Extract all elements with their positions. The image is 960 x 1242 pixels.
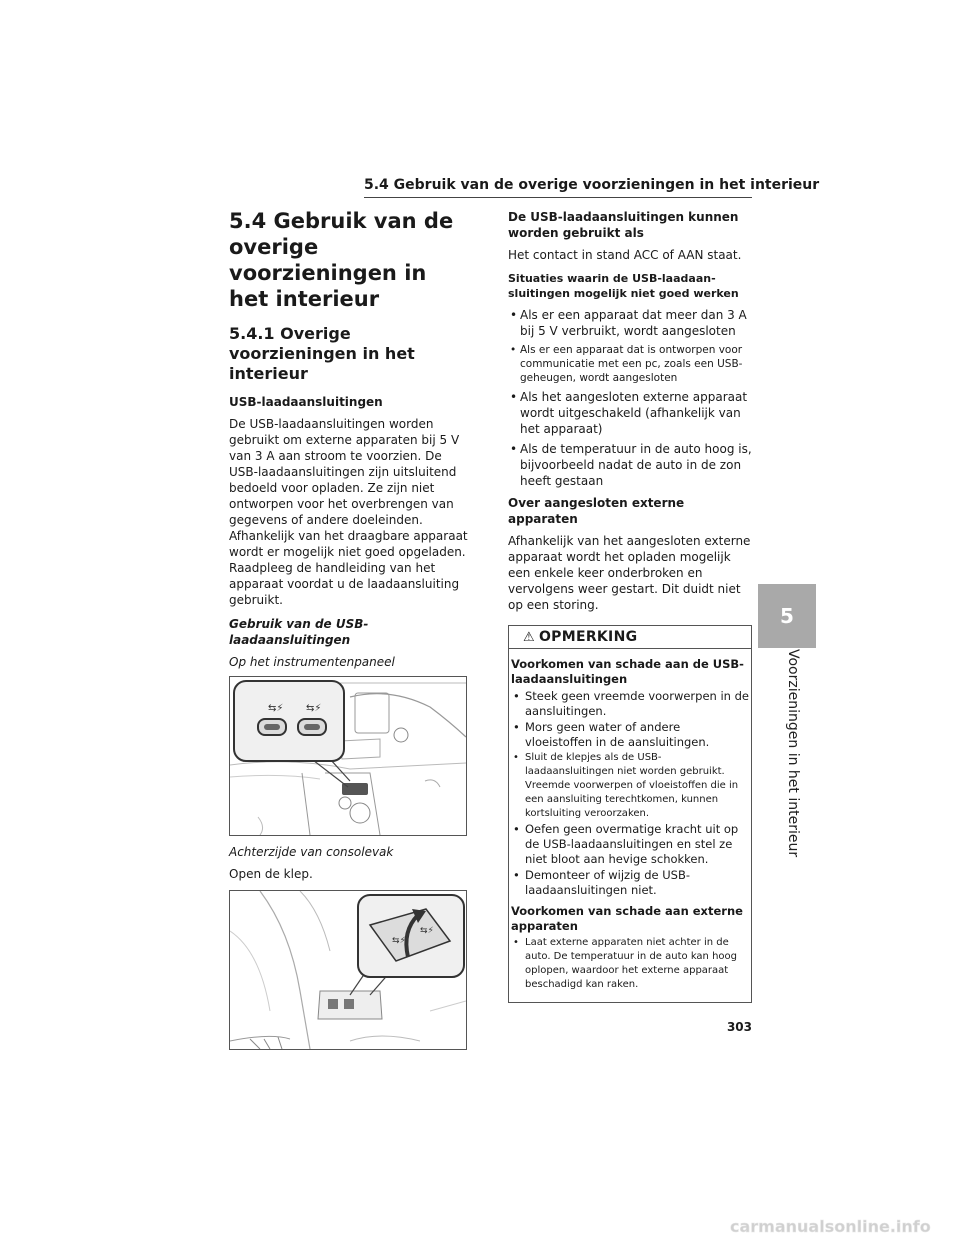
dashboard-usb-illustration: [229, 676, 467, 836]
list-item: • Mors geen water of andere vloeistoffen in de aansluitingen.: [511, 720, 749, 750]
header-rule: [364, 197, 752, 198]
page-number: 303: [726, 1020, 752, 1034]
console-usb-drawing: [230, 891, 466, 1049]
right-column: [508, 209, 752, 1003]
console-usb-illustration: [229, 890, 467, 1050]
running-head: 5.4 Gebruik van de overige voorzieningen in het interieur: [364, 177, 820, 193]
list-item: • Als het aangesloten externe apparaat wordt uitgeschakeld (afhankelijk van het apparaat): [508, 389, 752, 437]
dashboard-usb-drawing: [230, 677, 466, 835]
subsection-heading: 5.4.1 Overige voorzieningen in het interieur: [229, 324, 415, 383]
notice-box: [508, 625, 752, 1003]
external-devices-text: Afhankelijk van het aangesloten externe apparaat wordt het opladen mogelijk een enkele keer onderbroken en vervolgens weer gestart. Dit duidt niet op een storing.: [508, 534, 751, 612]
notice-subheading: Voorkomen van schade aan externe apparaten: [511, 904, 743, 933]
svg-text:⇆⚡: ⇆⚡: [306, 703, 322, 714]
list-item: • Demonteer of wijzig de USB-laadaansluitingen niet.: [511, 868, 749, 898]
usage-heading: Gebruik van de USB-laadaansluitingen: [229, 617, 369, 647]
notice-body: [509, 649, 751, 1002]
caption-console: Achterzijde van consolevak: [229, 845, 394, 859]
notice-header: [509, 626, 751, 649]
svg-text:⇆⚡: ⇆⚡: [392, 936, 406, 946]
topic-heading: USB-laadaansluitingen: [229, 395, 383, 409]
notice-list-ports: [511, 689, 749, 898]
chapter-tab-label: Voorzieningen in het interieur: [785, 649, 801, 858]
left-column: [229, 208, 471, 1058]
malfunction-list: [508, 307, 752, 489]
svg-text:carmanualsonline.info: carmanualsonline.info: [730, 1217, 931, 1236]
usable-conditions-text: Het contact in stand ACC of AAN staat.: [508, 248, 742, 262]
svg-text:⇆⚡: ⇆⚡: [420, 926, 434, 936]
list-item: • Sluit de klepjes als de USB-laadaansluitingen niet worden gebruikt. Vreemde voorwerpen of vloeistoffen die in een aansluiting terechtkomen, kunnen kortsluiting veroorzaken.: [511, 751, 749, 821]
list-item: • Als de temperatuur in de auto hoog is, bijvoorbeeld nadat de auto in de zon heeft gestaan: [508, 441, 752, 489]
svg-text:⇆⚡: ⇆⚡: [268, 703, 284, 714]
list-item: • Steek geen vreemde voorwerpen in de aansluitingen.: [511, 689, 749, 719]
warning-icon: ⚠: [523, 629, 535, 645]
notice-list-devices: [511, 936, 749, 992]
caption-dashboard: Op het instrumentenpaneel: [229, 655, 395, 669]
site-watermark: [730, 1214, 956, 1238]
list-item: • Oefen geen overmatige kracht uit op de USB-laadaansluitingen en stel ze niet bloot aan hevige schokken.: [511, 822, 749, 867]
list-item: • Als er een apparaat dat meer dan 3 A bij 5 V verbruikt, wordt aangesloten: [508, 307, 752, 339]
list-item: • Als er een apparaat dat is ontworpen voor communicatie met een pc, zoals een USB-geheugen, wordt aangesloten: [508, 343, 752, 385]
notice-subheading: Voorkomen van schade aan de USB-laadaansluitingen: [511, 657, 744, 686]
malfunction-heading: Situaties waarin de USB-laadaan-sluitingen mogelijk niet goed werken: [508, 272, 739, 300]
external-devices-heading: Over aangesloten externe apparaten: [508, 496, 685, 526]
notice-title: OPMERKING: [538, 629, 638, 645]
chapter-tab: 5: [758, 584, 816, 648]
section-heading: 5.4 Gebruik van de overige voorzieningen in het interieur: [229, 209, 454, 311]
list-item: • Laat externe apparaten niet achter in de auto. De temperatuur in de auto kan hoog oplopen, waardoor het externe apparaat beschadigd kan raken.: [511, 936, 749, 992]
open-cover-instruction: Open de klep.: [229, 867, 313, 881]
usable-conditions-heading: De USB-laadaansluitingen kunnen worden gebruikt als: [508, 210, 739, 240]
intro-paragraph: De USB-laadaansluitingen worden gebruikt om externe apparaten bij 5 V van 3 A aan stroom te voorzien. De USB-laadaansluitingen zijn uitsluitend bedoeld voor opladen. Ze zijn niet ontworpen voor het overbrengen van gegevens of andere doeleinden. Afhankelijk van het draagbare apparaat wordt er mogelijk niet goed opgeladen. Raadpleeg de handleiding van het apparaat voordat u de laadaansluiting gebruikt.: [229, 417, 468, 607]
